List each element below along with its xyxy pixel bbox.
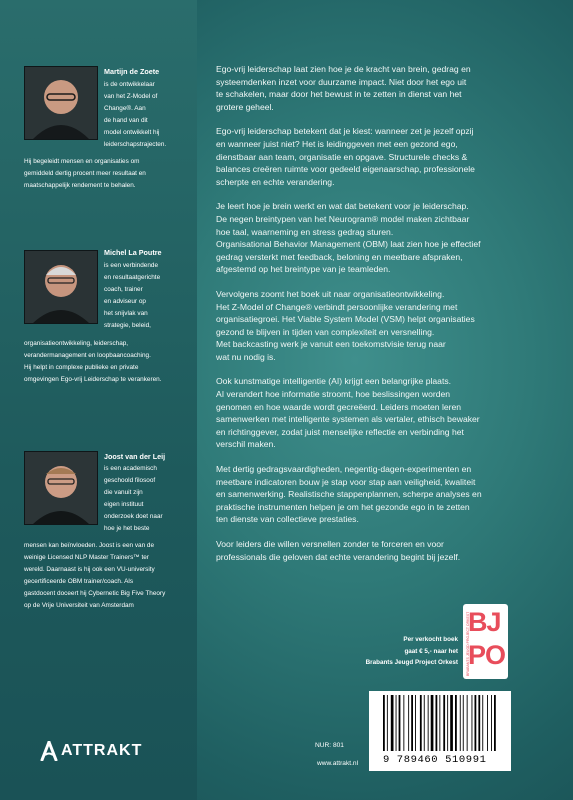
blurb-text: [216, 63, 520, 575]
text-line: grotere geheel.: [216, 101, 274, 112]
bio-line: is de ontwikkelaar: [104, 81, 155, 88]
text-line: systeemdenken inzet voor duurzame impact. Niet door het ego uit: [216, 76, 467, 87]
bio-line: eigen instituut: [104, 501, 144, 508]
barcode-bar: [411, 695, 413, 751]
text-line: praktische instrumenten helpen je om het gezonde ego in te zetten: [216, 501, 470, 512]
text-line: ten dienste van collectieve prestaties.: [216, 514, 359, 525]
donation-line: gaat € 5,- naar het: [404, 647, 458, 655]
attrakt-a-icon: [40, 741, 58, 761]
text-line: en richtinggever, zodat juist menselijke reflectie en verbinding het: [216, 426, 464, 437]
barcode-bar: [420, 695, 422, 751]
barcode-bar: [478, 695, 480, 751]
bio-line: strategie, beleid,: [104, 322, 151, 329]
bio-line: mensen kan beïnvloeden. Joost is een van de: [24, 542, 155, 549]
barcode-bar: [428, 695, 429, 751]
barcode-number: 9 789460 510991: [383, 754, 487, 766]
author-name: Martijn de Zoete: [104, 67, 160, 76]
bio-line: Change®. Aan: [104, 105, 146, 112]
blurb-paragraph: [216, 125, 520, 188]
bjpo-line: PO: [468, 640, 506, 670]
barcode-bar: [463, 695, 464, 751]
nur-code: NUR: 801: [315, 742, 344, 749]
barcode-bar: [439, 695, 440, 751]
text-line: en wanneer juist niet? Het is leidinggeven met een gezond ego,: [216, 138, 458, 149]
barcode-bar: [403, 695, 404, 751]
text-line: balances creëren ruimte voor gedeeld eigenaarschap, professionele: [216, 164, 475, 175]
text-line: meetbare indicatoren bouw je stap voor stap aan veiligheid, kwaliteit: [216, 476, 476, 487]
barcode-bar: [408, 695, 409, 751]
text-line: Met dertig gedragsvaardigheden, negentig-dagen-experimenten en: [216, 464, 472, 475]
text-line: De negen breintypen van het Neurogram® model maken zichtbaar: [216, 213, 470, 224]
author-photo-martijn: [24, 66, 98, 140]
bio-line: is een verbindende: [104, 262, 159, 269]
barcode-bar: [387, 695, 388, 751]
bio-line: weinige Licensed NLP Master Trainers™ ter: [24, 554, 149, 561]
bio-line: en adviseur op: [104, 298, 146, 305]
text-line: organisatiegroei. Het Viable System Model (VSM) helpt organisaties: [216, 314, 475, 325]
barcode-bar: [447, 695, 448, 751]
barcode-bars: [369, 695, 511, 757]
author-photo-joost: [24, 451, 98, 525]
barcode-bar: [415, 695, 416, 751]
text-line: en samenwerking. Realistische stappenplannen, scherpe analyses en: [216, 489, 482, 500]
bio-line: verandermanagement en loopbaancoaching.: [24, 352, 151, 359]
author-name: Joost van der Leij: [104, 452, 166, 461]
bjpo-logo-text: [468, 606, 508, 672]
text-line: Met backcasting werk je vanuit een toekomstvisie terug naar: [216, 339, 446, 350]
bio-line: coach, trainer: [104, 286, 143, 293]
barcode-bar: [494, 695, 496, 751]
bjpo-line: BJ: [468, 607, 501, 637]
barcode-bar: [450, 695, 453, 751]
donation-note: [362, 634, 458, 669]
bio-line: het snijvlak van: [104, 310, 148, 317]
text-line: Voor leiders die willen versnellen zonder te forceren en voor: [216, 539, 444, 549]
barcode-bar: [460, 695, 461, 751]
text-line: scherpte en echte verandering.: [216, 176, 335, 187]
barcode-bar: [396, 695, 397, 751]
bio-line: onderzoek doet naar: [104, 513, 163, 520]
text-line: wat nu nodig is.: [216, 351, 276, 362]
bio-line: wereld. Daarnaast is hij ook een VU-university: [24, 566, 155, 573]
text-line: hoe taal, waarneming en stress gedrag sturen.: [216, 226, 394, 237]
barcode-bar: [482, 695, 483, 751]
blurb-paragraph: [216, 375, 520, 451]
blurb-paragraph: [216, 288, 520, 364]
blurb-paragraph: [216, 538, 520, 563]
bio-line: op de Vrije Universiteit van Amsterdam: [24, 602, 134, 609]
text-line: gezond te blijven in tijden van complexiteit en versnelling.: [216, 326, 435, 337]
text-line: AI verandert hoe informatie stroomt, hoe beslissingen worden: [216, 389, 451, 400]
barcode-bar: [472, 695, 473, 751]
bio-line: gastdocent doceert hij Cybernetic Big Five Theory: [24, 590, 166, 597]
bio-line: omgevingen Ego-vrij Leiderschap te verankeren.: [24, 376, 162, 383]
bio-line: is een academisch: [104, 465, 157, 472]
barcode-bar: [475, 695, 477, 751]
text-line: Je leert hoe je brein werkt en wat dat betekent voor je leiderschap.: [216, 201, 469, 212]
text-line: Ego-vrij leiderschap laat zien hoe je de kracht van brein, gedrag en: [216, 64, 471, 74]
bio-line: hoe je het beste: [104, 525, 150, 532]
text-line: genomen en hoe waarde wordt gecreëerd. Leiders moeten leren: [216, 401, 462, 412]
bio-line: gecertificeerde OBM trainer/coach. Als: [24, 578, 134, 585]
barcode-bar: [431, 695, 434, 751]
barcode-bar: [383, 695, 385, 751]
donation-line: Per verkocht boek: [403, 636, 458, 643]
bio-line: organisatieontwikkeling, leiderschap,: [24, 340, 129, 347]
blurb-paragraph: [216, 63, 520, 113]
text-line: Vervolgens zoomt het boek uit naar organisatieontwikkeling.: [216, 288, 445, 299]
barcode-bar: [424, 695, 425, 751]
barcode-bar: [399, 695, 401, 751]
text-line: afgestemd op het breintype van je teamleden.: [216, 264, 391, 275]
publisher-logo: [40, 741, 142, 761]
barcode-bar: [443, 695, 445, 751]
text-line: professionals die geloven dat echte verandering begint bij jezelf.: [216, 551, 461, 562]
bio-line: gemiddeld dertig procent meer resultaat en: [24, 170, 146, 177]
publisher-name: ATTRAKT: [61, 742, 143, 759]
barcode-bar: [436, 695, 438, 751]
donation-line: Brabants Jeugd Project Orkest: [365, 659, 458, 667]
barcode-bar: [491, 695, 492, 751]
bio-line: leiderschapstrajecten.: [104, 141, 167, 148]
blurb-paragraph: [216, 200, 520, 276]
bio-line: Hij begeleidt mensen en organisaties om: [24, 158, 140, 165]
bio-line: Hij helpt in complexe publieke en private: [24, 364, 139, 371]
text-line: verschil maken.: [216, 439, 276, 450]
bjpo-side-text: BRABANTS JEUGD PROJECT ORKEST: [466, 611, 470, 676]
text-line: Het Z-Model of Change® verbindt persoonlijke verandering met: [216, 301, 458, 312]
author-name: Michel La Poutre: [104, 248, 162, 257]
bio-line: en resultaatgerichte: [104, 274, 161, 281]
bio-line: de hand van dit: [104, 117, 148, 124]
bio-line: model ontwikkelt hij: [104, 129, 160, 136]
barcode-bar: [487, 695, 488, 751]
bio-line: maatschappelijk rendement te behalen.: [24, 182, 136, 189]
bio-line: die vanuit zijn: [104, 489, 143, 496]
bio-line: van het Z-Model of: [104, 93, 158, 100]
barcode-bar: [391, 695, 394, 751]
text-line: Organisational Behavior Management (OBM) laat zien hoe je effectief: [216, 239, 481, 250]
text-line: Ego-vrij leiderschap betekent dat je kiest: wanneer zet je jezelf opzij: [216, 126, 474, 137]
text-line: Ook kunstmatige intelligentie (AI) krijgt een belangrijke plaats.: [216, 376, 452, 387]
barcode-bar: [467, 695, 468, 751]
text-line: samenwerken met intelligente systemen als vertaler, ethisch bewaker: [216, 414, 480, 425]
author-photo-michel: [24, 250, 98, 324]
text-line: gedrag versterkt met feedback, beloning en meetbare afspraken,: [216, 251, 463, 262]
text-line: te schakelen, maar door het bewust in te zetten in dienst van het: [216, 89, 462, 100]
bio-line: geschoold filosoof: [104, 477, 156, 484]
website-url: www.attrakt.nl: [317, 760, 359, 767]
blurb-paragraph: [216, 463, 520, 526]
text-line: dienstbaar aan team, organisatie en opgave. Structurele checks &: [216, 151, 468, 162]
barcode-bar: [455, 695, 457, 751]
